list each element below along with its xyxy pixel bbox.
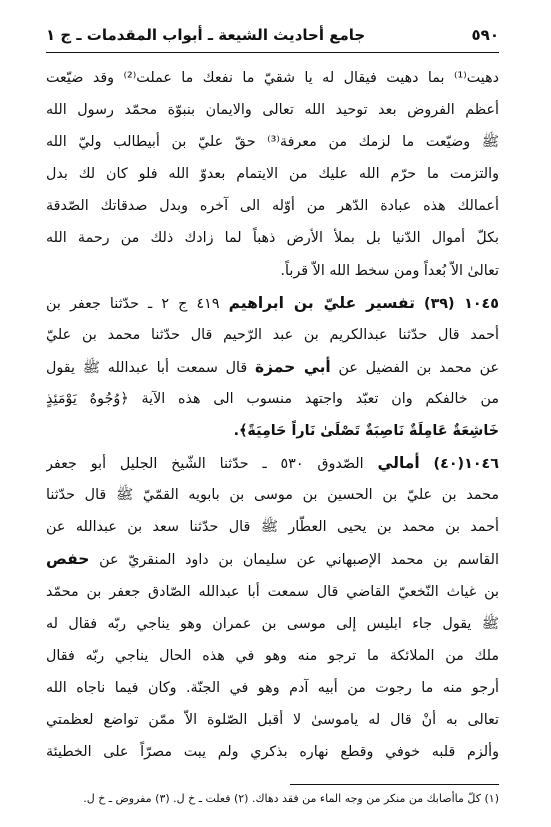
text-line: دهيت⁽¹⁾ بما دهيت فيقال له يا شقيّ ما نفعك ما عملت⁽²⁾ وقد ضيّعت bbox=[46, 70, 499, 86]
text-line: أعظم الفروض بعد توحيد الله تعالى والايمان بنبوّة محمّد رسول الله bbox=[46, 102, 499, 119]
text-line: والتزمت ما حرّم الله عليك من الايتمام بعدوّ الله فلو كان لك بدل bbox=[46, 166, 499, 183]
text-line: أرجو منه ما رجوت من أبيه آدم وهو في الجنّة. وكان فيما ناجاه الله bbox=[46, 679, 499, 696]
header-rule bbox=[46, 52, 499, 53]
text-line: تعالى به أنْ قال له ياموسىٰ لا أقبل الصّلوة الاّ ممّن تواضع لعظمتي bbox=[46, 711, 499, 728]
text-line: ﷺ يقول جاء ابليس إلى موسى بن عمران وهو يناجي ربّه فقال له bbox=[46, 615, 499, 632]
text-line: من خالفكم وان تعبّد واجتهد منسوب الى هذه الآية ﴿وُجُوهٌ يَوْمَئِذٍ bbox=[46, 390, 499, 407]
quran-verse-line: خَاشِعَةٌ عَامِلَةٌ نَاصِبَةٌ تَصْلَىٰ نَاراً حَامِيَةً﴾. bbox=[233, 423, 499, 440]
text-line: أحمد بن محمد بن يحيى العطّار ﷺ قال حدّثنا سعد بن عبدالله عن bbox=[46, 519, 499, 536]
narrator-name: حفص bbox=[46, 550, 90, 569]
source-title: تفسير عليّ بن ابراهيم bbox=[228, 293, 415, 312]
hadith-number: ١٠٤٦(٤٠) bbox=[433, 456, 499, 473]
body-text bbox=[46, 62, 499, 768]
page-header bbox=[46, 20, 499, 50]
text-line: ﷺ وضيّعت ما لزمك من معرفة⁽³⁾ حقّ عليّ بن أبيطالب وليّ الله bbox=[46, 134, 499, 151]
text-line: بكلّ أموال الدّنيا بل بملأ الأرض ذهباً لما زادك ذلك من رحمة الله bbox=[46, 230, 499, 247]
text-line: ملك من الملائكة ما ترجو منه وهو في هذه الحال يناجي ربّه فقال bbox=[46, 647, 499, 664]
text-line: وألزم قلبه خوفي وقطع نهاره بذكري ولم يبت مصرّاً على الخطيئة bbox=[46, 743, 499, 760]
text-line: بن غياث النّخعيّ القاضي قال سمعت أبا عبدالله الصّادق جعفر بن محمّد bbox=[46, 583, 499, 600]
text-line: أحمد قال حدّثنا عبدالكريم بن عبد الرّحيم قال حدّثنا محمد بن عليّ bbox=[46, 326, 499, 343]
footnote-rule bbox=[290, 784, 499, 785]
hadith-number: ١٠٤٥ (٣٩) bbox=[424, 295, 499, 312]
text-line: تعالىٰ الاّ بُعداً ومن سخط الله الاّ قرباً. bbox=[280, 262, 499, 279]
text-line: القاسم بن محمد الإصبهاني عن سليمان بن داود المنقريّ عن حفص bbox=[46, 550, 499, 569]
text-line: عن محمد بن الفضيل عن أبي حمزة قال سمعت أبا عبدالله ﷺ يقول bbox=[46, 357, 499, 376]
hadith-heading-line: ١٠٤٥ (٣٩) تفسير عليّ بن ابراهيم ٤١٩ ج ٢ ـ حدّثنا جعفر بن bbox=[46, 293, 499, 312]
hadith-heading-line: ١٠٤٦(٤٠) أمالي الصّدوق ٥٣٠ ـ حدّثنا الشّيخ الجليل أبو جعفر bbox=[46, 454, 499, 473]
running-title: جامع أحاديث الشيعة ـ أبواب المقدمات ـ ج ١ bbox=[46, 26, 366, 44]
page-number: ٥٩٠ bbox=[471, 26, 499, 44]
footnotes: (١) كلّ ماأصابك من منكر من وجه الماء من فقد دهاك. (٢) فعلت ـ خ ل. (٣) مفروض ـ خ ل. bbox=[83, 792, 499, 805]
text-line: محمد بن عليّ بن الحسين بن موسى بن بابويه القمّيّ ﷺ قال حدّثنا bbox=[46, 487, 499, 504]
source-title: أمالي bbox=[377, 454, 420, 473]
narrator-name: أبي حمزة bbox=[254, 357, 331, 376]
text-line: أعمالك هذه عبادة الدّهر من أوّله الى آخره وبدل صدقاتك الصّدقة bbox=[46, 198, 499, 215]
